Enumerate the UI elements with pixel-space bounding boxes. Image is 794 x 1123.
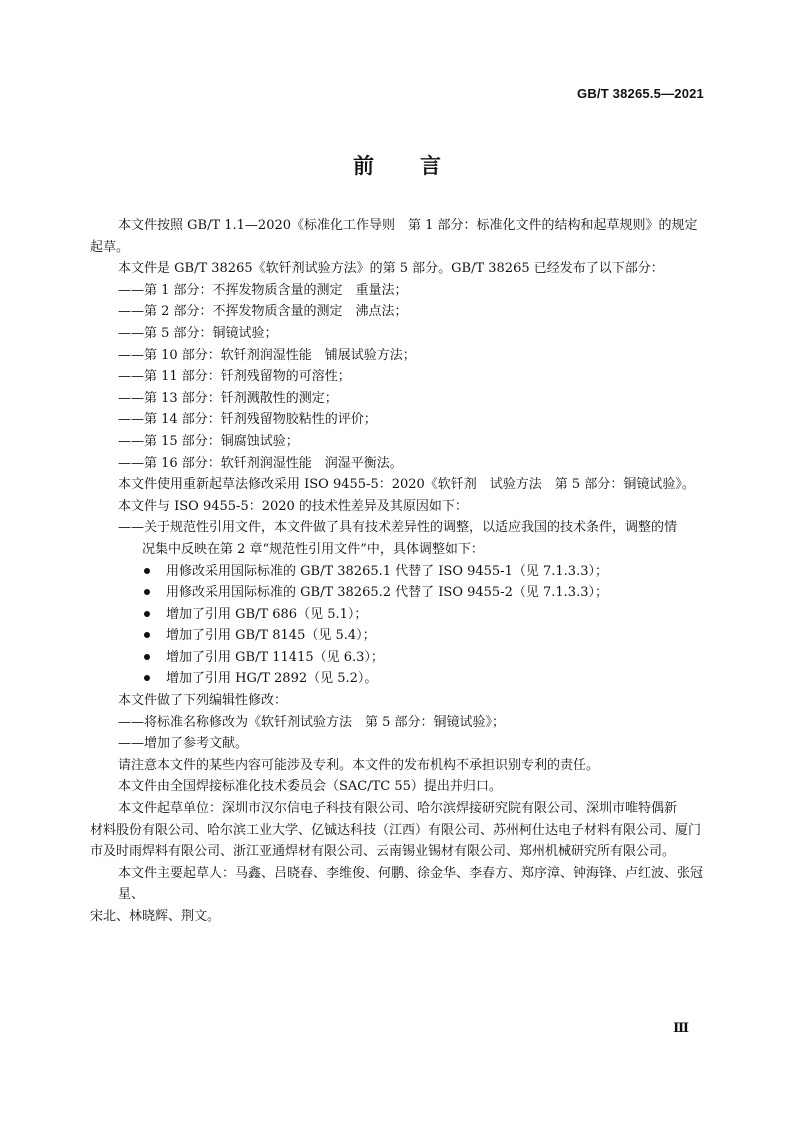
bullet-dot-icon [144,654,150,660]
list-item-part: ——第 15 部分：铜腐蚀试验； [118,433,299,449]
list-item-bullet: 增加了引用 HG/T 2892（见 5.2）。 [118,668,708,690]
list-item-bullet: 增加了引用 GB/T 686（见 5.1）； [118,604,708,626]
bullet-dot-icon [144,611,150,617]
list-item-bullet: 增加了引用 GB/T 8145（见 5.4）； [118,625,708,647]
paragraph-drafters: 本文件主要起草人：马鑫、吕晓春、李维俊、何鹏、徐金华、李春方、郑序漳、钟海锋、卢红波、张冠星、 [118,865,704,903]
paragraph-drafting-rules: 本文件按照 GB/T 1.1—2020《标准化工作导则 第 1 部分：标准化文件的结构和起草规则》的规定 [118,218,698,233]
list-item-difference-cont: 况集中反映在第 2 章“规范性引用文件”中，具体调整如下： [142,541,484,557]
list-item-edit: ——增加了参考文献。 [118,736,249,752]
list-item-part: ——第 11 部分：钎剂残留物的可溶性； [118,369,351,385]
list-item-bullet: 用修改采用国际标准的 GB/T 38265.2 代替了 ISO 9455-2（见 7.1.3.3）； [118,582,708,604]
paragraph-drafting-rules-cont: 起草。 [90,239,130,255]
list-item-part: ——第 5 部分：铜镜试验； [118,325,278,341]
list-item-part: ——第 1 部分：不挥发物质含量的测定 重量法； [118,282,408,298]
paragraph-technical-differences: 本文件与 ISO 9455-5：2020 的技术性差异及其原因如下： [118,498,468,514]
bullet-dot-icon [144,568,150,574]
list-item-difference: ——关于规范性引用文件，本文件做了具有技术差异性的调整，以适应我国的技术条件，调整的情 [118,520,678,536]
list-item-part: ——第 16 部分：软钎剂润湿性能 润湿平衡法。 [118,455,403,471]
list-item-part: ——第 13 部分：钎剂溅散性的测定； [118,390,338,406]
list-item-part: ——第 14 部分：钎剂残留物胶粘性的评价； [118,412,377,428]
list-item-bullet: 增加了引用 GB/T 11415（见 6.3）； [118,647,708,669]
paragraph-drafting-units: 本文件起草单位：深圳市汉尔信电子科技有限公司、哈尔滨焊接研究院有限公司、深圳市唯特偶新 [118,801,678,817]
paragraph-drafting-units-cont: 市及时雨焊料有限公司、浙江亚通焊材有限公司、云南锡业锡材有限公司、郑州机械研究所有限公司。 [90,844,676,860]
document-id: GB/T 38265.5—2021 [577,86,704,101]
paragraph-drafters-cont: 宋北、林晓辉、荆文。 [90,909,221,924]
list-item-edit: ——将标准名称修改为《软钎剂试验方法 第 5 部分：铜镜试验》； [118,714,506,730]
foreword-body [90,215,708,928]
list-item-bullet: 用修改采用国际标准的 GB/T 38265.1 代替了 ISO 9455-1（见 7.1.3.3）； [118,561,708,583]
page-title: 前言 [353,154,487,178]
paragraph-part-of-series: 本文件是 GB/T 38265《软钎剂试验方法》的第 5 部分。GB/T 38265 已经发布了以下部分： [118,261,664,277]
paragraph-proposer: 本文件由全国焊接标准化技术委员会（SAC/TC 55）提出并归口。 [118,779,502,795]
list-item-part: ——第 10 部分：软钎剂润湿性能 铺展试验方法； [118,347,416,363]
paragraph-iso-adoption: 本文件使用重新起草法修改采用 ISO 9455-5：2020《软钎剂 试验方法 第 5 部分：铜镜试验》。 [118,477,695,493]
page-number: Ⅲ [673,1021,689,1036]
list-item-part: ——第 2 部分：不挥发物质含量的测定 沸点法； [118,304,408,320]
paragraph-patent-notice: 请注意本文件的某些内容可能涉及专利。本文件的发布机构不承担识别专利的责任。 [118,757,600,773]
paragraph-editorial-changes: 本文件做了下列编辑性修改： [118,693,288,709]
paragraph-drafting-units-cont: 材料股份有限公司、哈尔滨工业大学、亿铖达科技（江西）有限公司、苏州柯仕达电子材料有限公司、厦门 [90,822,702,838]
